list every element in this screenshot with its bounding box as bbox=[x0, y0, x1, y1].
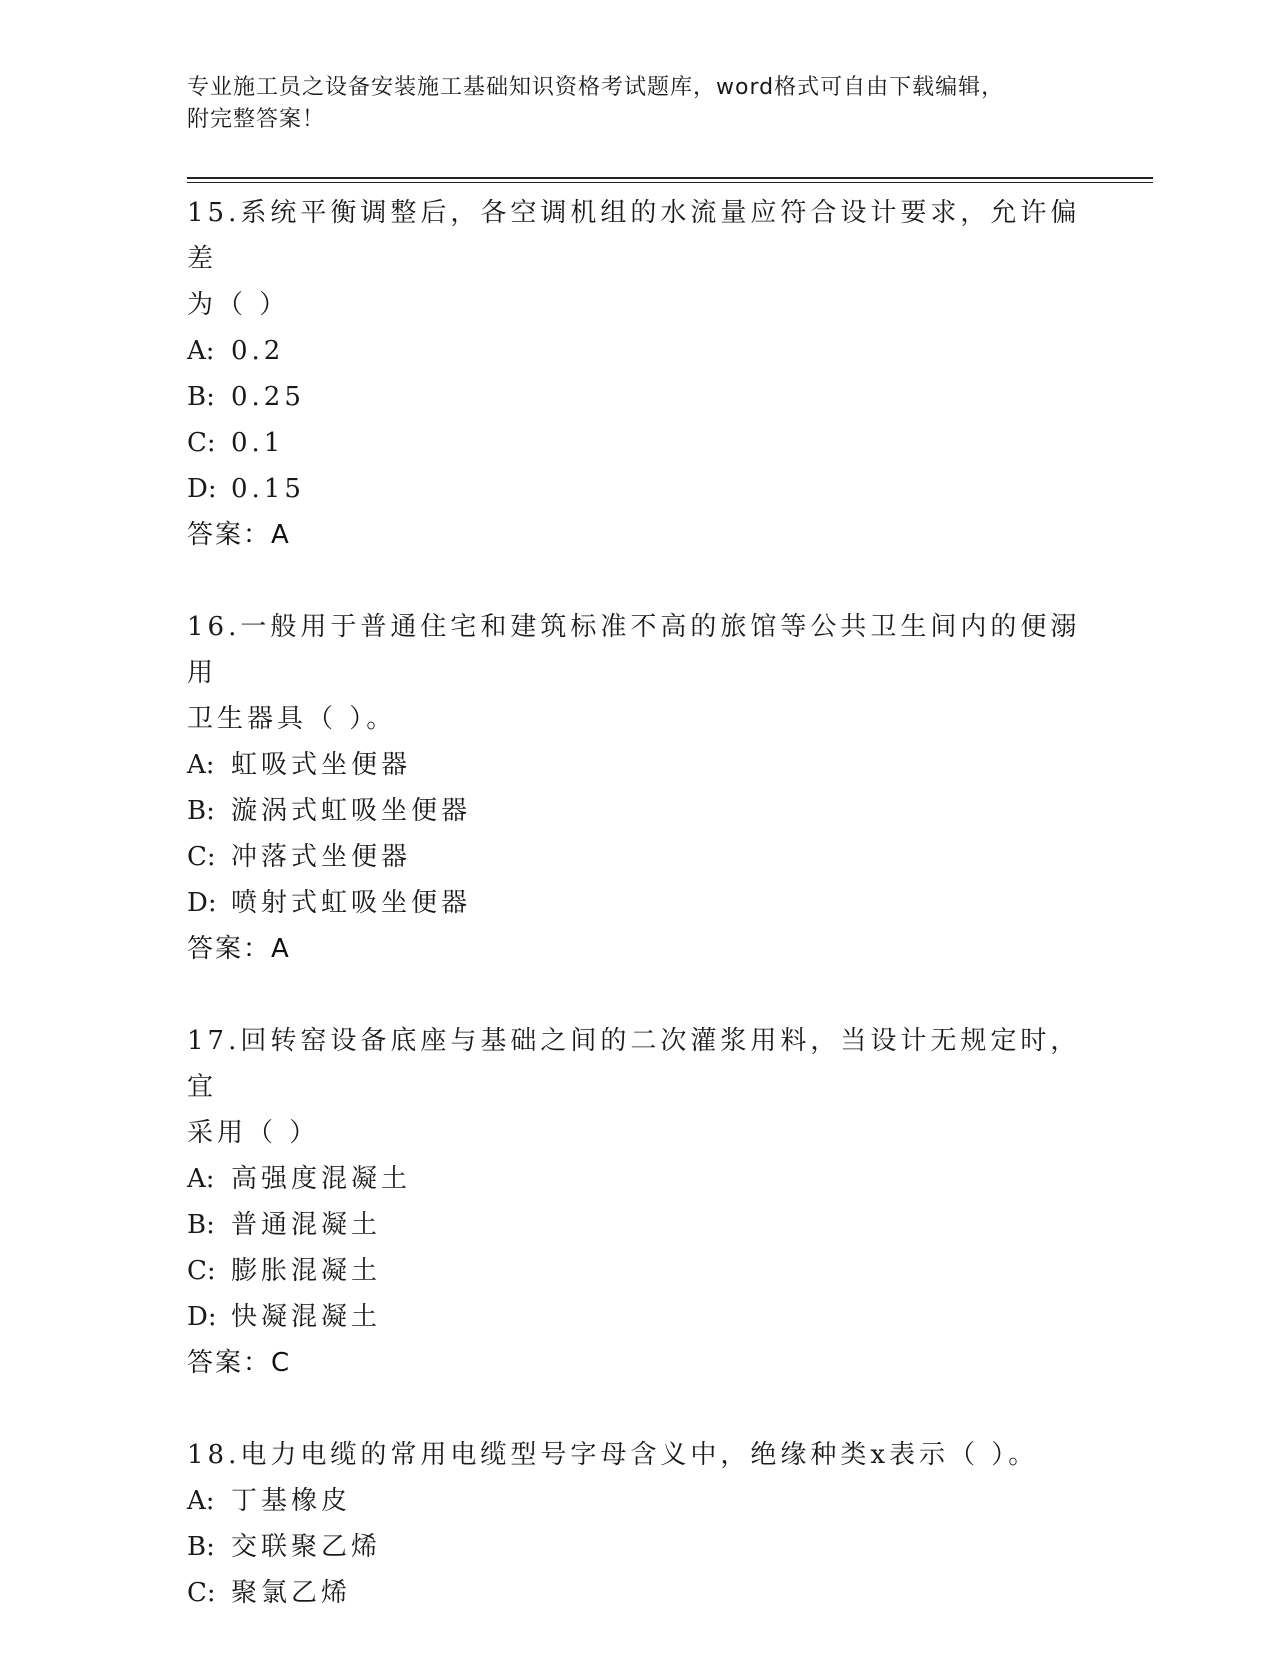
option-text: 0.15 bbox=[231, 474, 305, 504]
option-text: 0.25 bbox=[231, 382, 305, 412]
option-label: C: bbox=[187, 1578, 216, 1608]
option-text: 普通混凝土 bbox=[231, 1210, 382, 1240]
option-label: A: bbox=[187, 1486, 215, 1516]
option-label: A: bbox=[187, 1164, 215, 1194]
document-header bbox=[187, 72, 1087, 136]
option-c bbox=[187, 1570, 1087, 1616]
option-a bbox=[187, 742, 1087, 788]
question-list bbox=[187, 190, 1087, 1662]
option-text: 喷射式虹吸坐便器 bbox=[231, 888, 472, 918]
option-c bbox=[187, 1248, 1087, 1294]
option-text: 交联聚乙烯 bbox=[231, 1532, 382, 1562]
option-text: 聚氯乙烯 bbox=[231, 1578, 352, 1608]
header-divider-thick bbox=[187, 177, 1153, 179]
option-a bbox=[187, 328, 1087, 374]
option-text: 0.2 bbox=[231, 336, 285, 366]
answer-line: 答案：A bbox=[187, 934, 291, 964]
question-stem-continued: 为（ ） bbox=[187, 290, 290, 320]
option-text: 膨胀混凝土 bbox=[231, 1256, 382, 1286]
option-d bbox=[187, 1294, 1087, 1340]
header-line-1: 专业施工员之设备安装施工基础知识资格考试题库，word格式可自由下载编辑， bbox=[187, 75, 1005, 100]
option-text: 漩涡式虹吸坐便器 bbox=[231, 796, 472, 826]
question-16 bbox=[187, 604, 1087, 972]
question-17 bbox=[187, 1018, 1087, 1386]
option-text: 高强度混凝土 bbox=[231, 1164, 412, 1194]
question-18 bbox=[187, 1432, 1087, 1616]
question-stem: 17.回转窑设备底座与基础之间的二次灌浆用料，当设计无规定时，宜 bbox=[187, 1026, 1081, 1102]
option-label: C: bbox=[187, 1256, 216, 1286]
option-b bbox=[187, 788, 1087, 834]
option-label: B: bbox=[187, 1532, 215, 1562]
option-label: A: bbox=[187, 336, 215, 366]
question-stem-continued: 卫生器具（ ）。 bbox=[187, 704, 397, 734]
option-b bbox=[187, 1524, 1087, 1570]
option-label: D: bbox=[187, 1302, 217, 1332]
option-label: B: bbox=[187, 796, 215, 826]
question-stem-continued: 采用（ ） bbox=[187, 1118, 320, 1148]
option-b bbox=[187, 374, 1087, 420]
option-label: B: bbox=[187, 382, 215, 412]
option-label: D: bbox=[187, 888, 217, 918]
option-d bbox=[187, 466, 1087, 512]
header-line-2: 附完整答案！ bbox=[187, 107, 326, 132]
option-text: 丁基橡皮 bbox=[231, 1486, 352, 1516]
answer-line: 答案：C bbox=[187, 1348, 292, 1378]
option-label: A: bbox=[187, 750, 215, 780]
header-divider-thin bbox=[187, 182, 1153, 183]
option-b bbox=[187, 1202, 1087, 1248]
question-stem: 18.电力电缆的常用电缆型号字母含义中，绝缘种类x表示（ ）。 bbox=[187, 1440, 1039, 1470]
option-d bbox=[187, 880, 1087, 926]
option-text: 0.1 bbox=[231, 428, 285, 458]
option-text: 快凝混凝土 bbox=[231, 1302, 382, 1332]
option-a bbox=[187, 1156, 1087, 1202]
option-label: B: bbox=[187, 1210, 215, 1240]
option-text: 虹吸式坐便器 bbox=[231, 750, 412, 780]
option-a bbox=[187, 1478, 1087, 1524]
answer-line: 答案：A bbox=[187, 520, 291, 550]
option-label: C: bbox=[187, 428, 216, 458]
option-text: 冲落式坐便器 bbox=[231, 842, 412, 872]
option-c bbox=[187, 420, 1087, 466]
option-label: C: bbox=[187, 842, 216, 872]
option-c bbox=[187, 834, 1087, 880]
question-stem: 16.一般用于普通住宅和建筑标准不高的旅馆等公共卫生间内的便溺用 bbox=[187, 612, 1081, 688]
option-label: D: bbox=[187, 474, 217, 504]
question-15 bbox=[187, 190, 1087, 558]
question-stem: 15.系统平衡调整后，各空调机组的水流量应符合设计要求，允许偏差 bbox=[187, 198, 1081, 274]
